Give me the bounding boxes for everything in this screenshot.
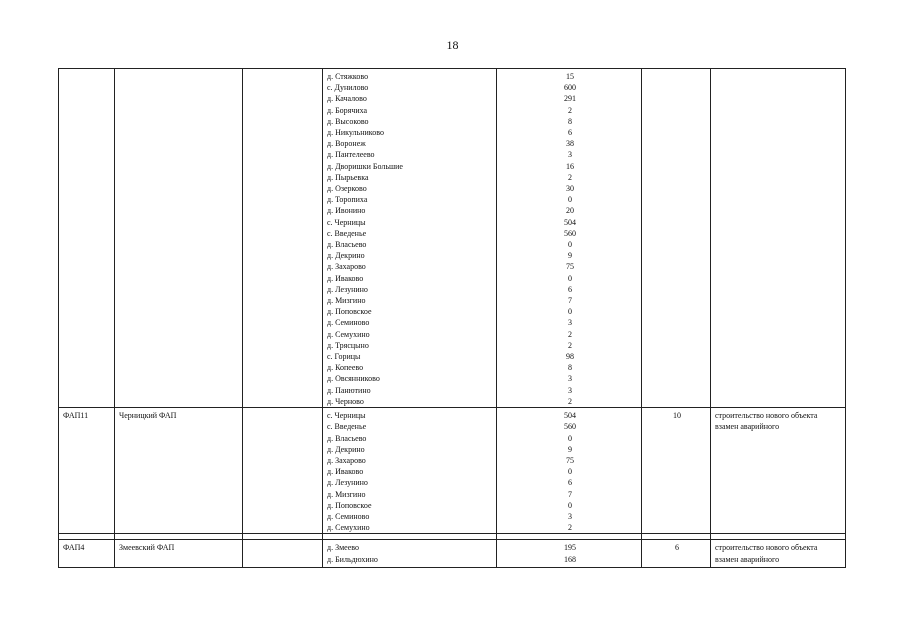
population-value: 8 [568, 363, 572, 373]
population-value: 3 [568, 385, 572, 395]
facility-note [711, 69, 846, 408]
facility-note [711, 540, 846, 568]
settlement-name: д. Декрино [327, 251, 365, 261]
population-value: 0 [568, 500, 572, 510]
population-value: 168 [564, 554, 576, 564]
settlement-name: д. Ивонино [327, 206, 366, 216]
population-value: 3 [568, 374, 572, 384]
settlement-list [323, 540, 497, 568]
note-line: строительство нового объекта [715, 411, 818, 421]
facility-code: ФАП4 [59, 540, 115, 568]
facility-count: 10 [642, 408, 711, 534]
population-value: 291 [564, 94, 576, 104]
population-value: 15 [566, 72, 574, 81]
population-value: 3 [568, 150, 572, 160]
facility-code [59, 69, 115, 408]
settlement-name: д. Овсянниково [327, 374, 380, 384]
settlement-name: д. Пантелеево [327, 150, 375, 160]
settlement-name: д. Трясцыно [327, 340, 369, 350]
population-value: 0 [568, 273, 572, 283]
page-number: 18 [446, 38, 459, 52]
population-value: 560 [564, 228, 576, 238]
population-value: 9 [568, 251, 572, 261]
population-value: 38 [566, 139, 574, 149]
note-line: взамен аварийного [715, 422, 780, 432]
population-value: 3 [568, 511, 572, 521]
settlement-name: д. Власьево [327, 240, 367, 250]
settlement-name: д. Высоково [327, 116, 369, 126]
population-value: 0 [568, 195, 572, 205]
population-value: 2 [568, 172, 572, 182]
population-value: 504 [564, 217, 576, 227]
facility-extra [243, 408, 323, 534]
settlement-name: д. Семухино [327, 523, 370, 533]
settlement-name: д. Захарово [327, 262, 366, 272]
table-row [59, 408, 846, 534]
facility-note [711, 408, 846, 534]
settlement-name: д. Иваково [327, 273, 364, 283]
settlement-name: с. Черницы [327, 217, 366, 227]
facility-name: Черницкий ФАП [115, 408, 243, 534]
settlement-name: д. Власьево [327, 433, 367, 443]
population-list [497, 540, 642, 568]
settlement-name: д. Борячиха [327, 105, 368, 115]
settlement-name: с. Горицы [327, 352, 361, 362]
settlement-name: с. Черницы [327, 411, 366, 421]
table-row [59, 540, 846, 568]
population-value: 2 [568, 340, 572, 350]
settlement-name: д. Поповское [327, 500, 372, 510]
settlement-name: с. Введенье [327, 228, 367, 238]
settlement-name: д. Лезунино [327, 478, 368, 488]
facility-name: Змеевский ФАП [115, 540, 243, 568]
settlement-name: д. Иваково [327, 467, 364, 477]
population-value: 2 [568, 396, 572, 406]
population-value: 2 [568, 105, 572, 115]
population-value: 9 [568, 444, 572, 454]
population-value: 7 [568, 296, 572, 306]
settlement-name: д. Семухино [327, 329, 370, 339]
population-value: 0 [568, 467, 572, 477]
settlement-name: д. Бильдюхино [327, 554, 378, 564]
population-value: 75 [566, 262, 574, 272]
population-value: 7 [568, 489, 572, 499]
facility-extra [243, 540, 323, 568]
population-value: 195 [564, 543, 576, 553]
facility-extra [243, 69, 323, 408]
population-value: 504 [564, 411, 576, 421]
settlement-name: д. Змеево [327, 543, 359, 553]
population-value: 0 [568, 307, 572, 317]
settlement-name: с. Введенье [327, 422, 367, 432]
population-value: 0 [568, 240, 572, 250]
settlement-name: д. Стяжково [327, 72, 369, 81]
settlement-name: д. Семиново [327, 318, 370, 328]
population-value: 3 [568, 318, 572, 328]
population-value: 560 [564, 422, 576, 432]
facility-name [115, 69, 243, 408]
population-list [497, 408, 642, 534]
settlement-name: д. Качалово [327, 94, 367, 104]
settlement-list [323, 69, 497, 408]
settlement-name: д. Семиново [327, 511, 370, 521]
facility-count: 6 [642, 540, 711, 568]
settlement-name: д. Пырьевка [327, 172, 369, 182]
settlement-name: д. Поповское [327, 307, 372, 317]
population-list [497, 69, 642, 408]
settlement-name: д. Мизгино [327, 296, 366, 306]
settlement-name: д. Копеево [327, 363, 364, 373]
population-value: 6 [568, 478, 572, 488]
settlement-name: с. Дунилово [327, 83, 369, 93]
population-value: 16 [566, 161, 574, 171]
settlement-name: д. Торопиха [327, 195, 368, 205]
settlement-name: д. Панютино [327, 385, 371, 395]
settlement-name: д. Захарово [327, 455, 366, 465]
population-value: 8 [568, 116, 572, 126]
settlement-name: д. Никульниково [327, 128, 384, 138]
note-line: взамен аварийного [715, 554, 780, 564]
population-value: 30 [566, 184, 574, 194]
population-value: 2 [568, 523, 572, 533]
table-row [59, 69, 846, 408]
settlement-name: д. Лезунино [327, 284, 368, 294]
settlement-name: д. Мизгино [327, 489, 366, 499]
population-value: 20 [566, 206, 574, 216]
population-value: 2 [568, 329, 572, 339]
population-value: 0 [568, 433, 572, 443]
facilities-table [58, 68, 846, 568]
population-value: 75 [566, 455, 574, 465]
note-line: строительство нового объекта [715, 543, 818, 553]
settlement-name: д. Воронеж [327, 139, 366, 149]
population-value: 98 [566, 352, 574, 362]
facility-code: ФАП11 [59, 408, 115, 534]
settlement-list [323, 408, 497, 534]
facility-count [642, 69, 711, 408]
population-value: 6 [568, 284, 572, 294]
population-value: 6 [568, 128, 572, 138]
settlement-name: д. Черново [327, 396, 364, 406]
settlement-name: д. Озерково [327, 184, 367, 194]
population-value: 600 [564, 83, 576, 93]
settlement-name: д. Дворишки Большие [327, 161, 403, 171]
settlement-name: д. Декрино [327, 444, 365, 454]
